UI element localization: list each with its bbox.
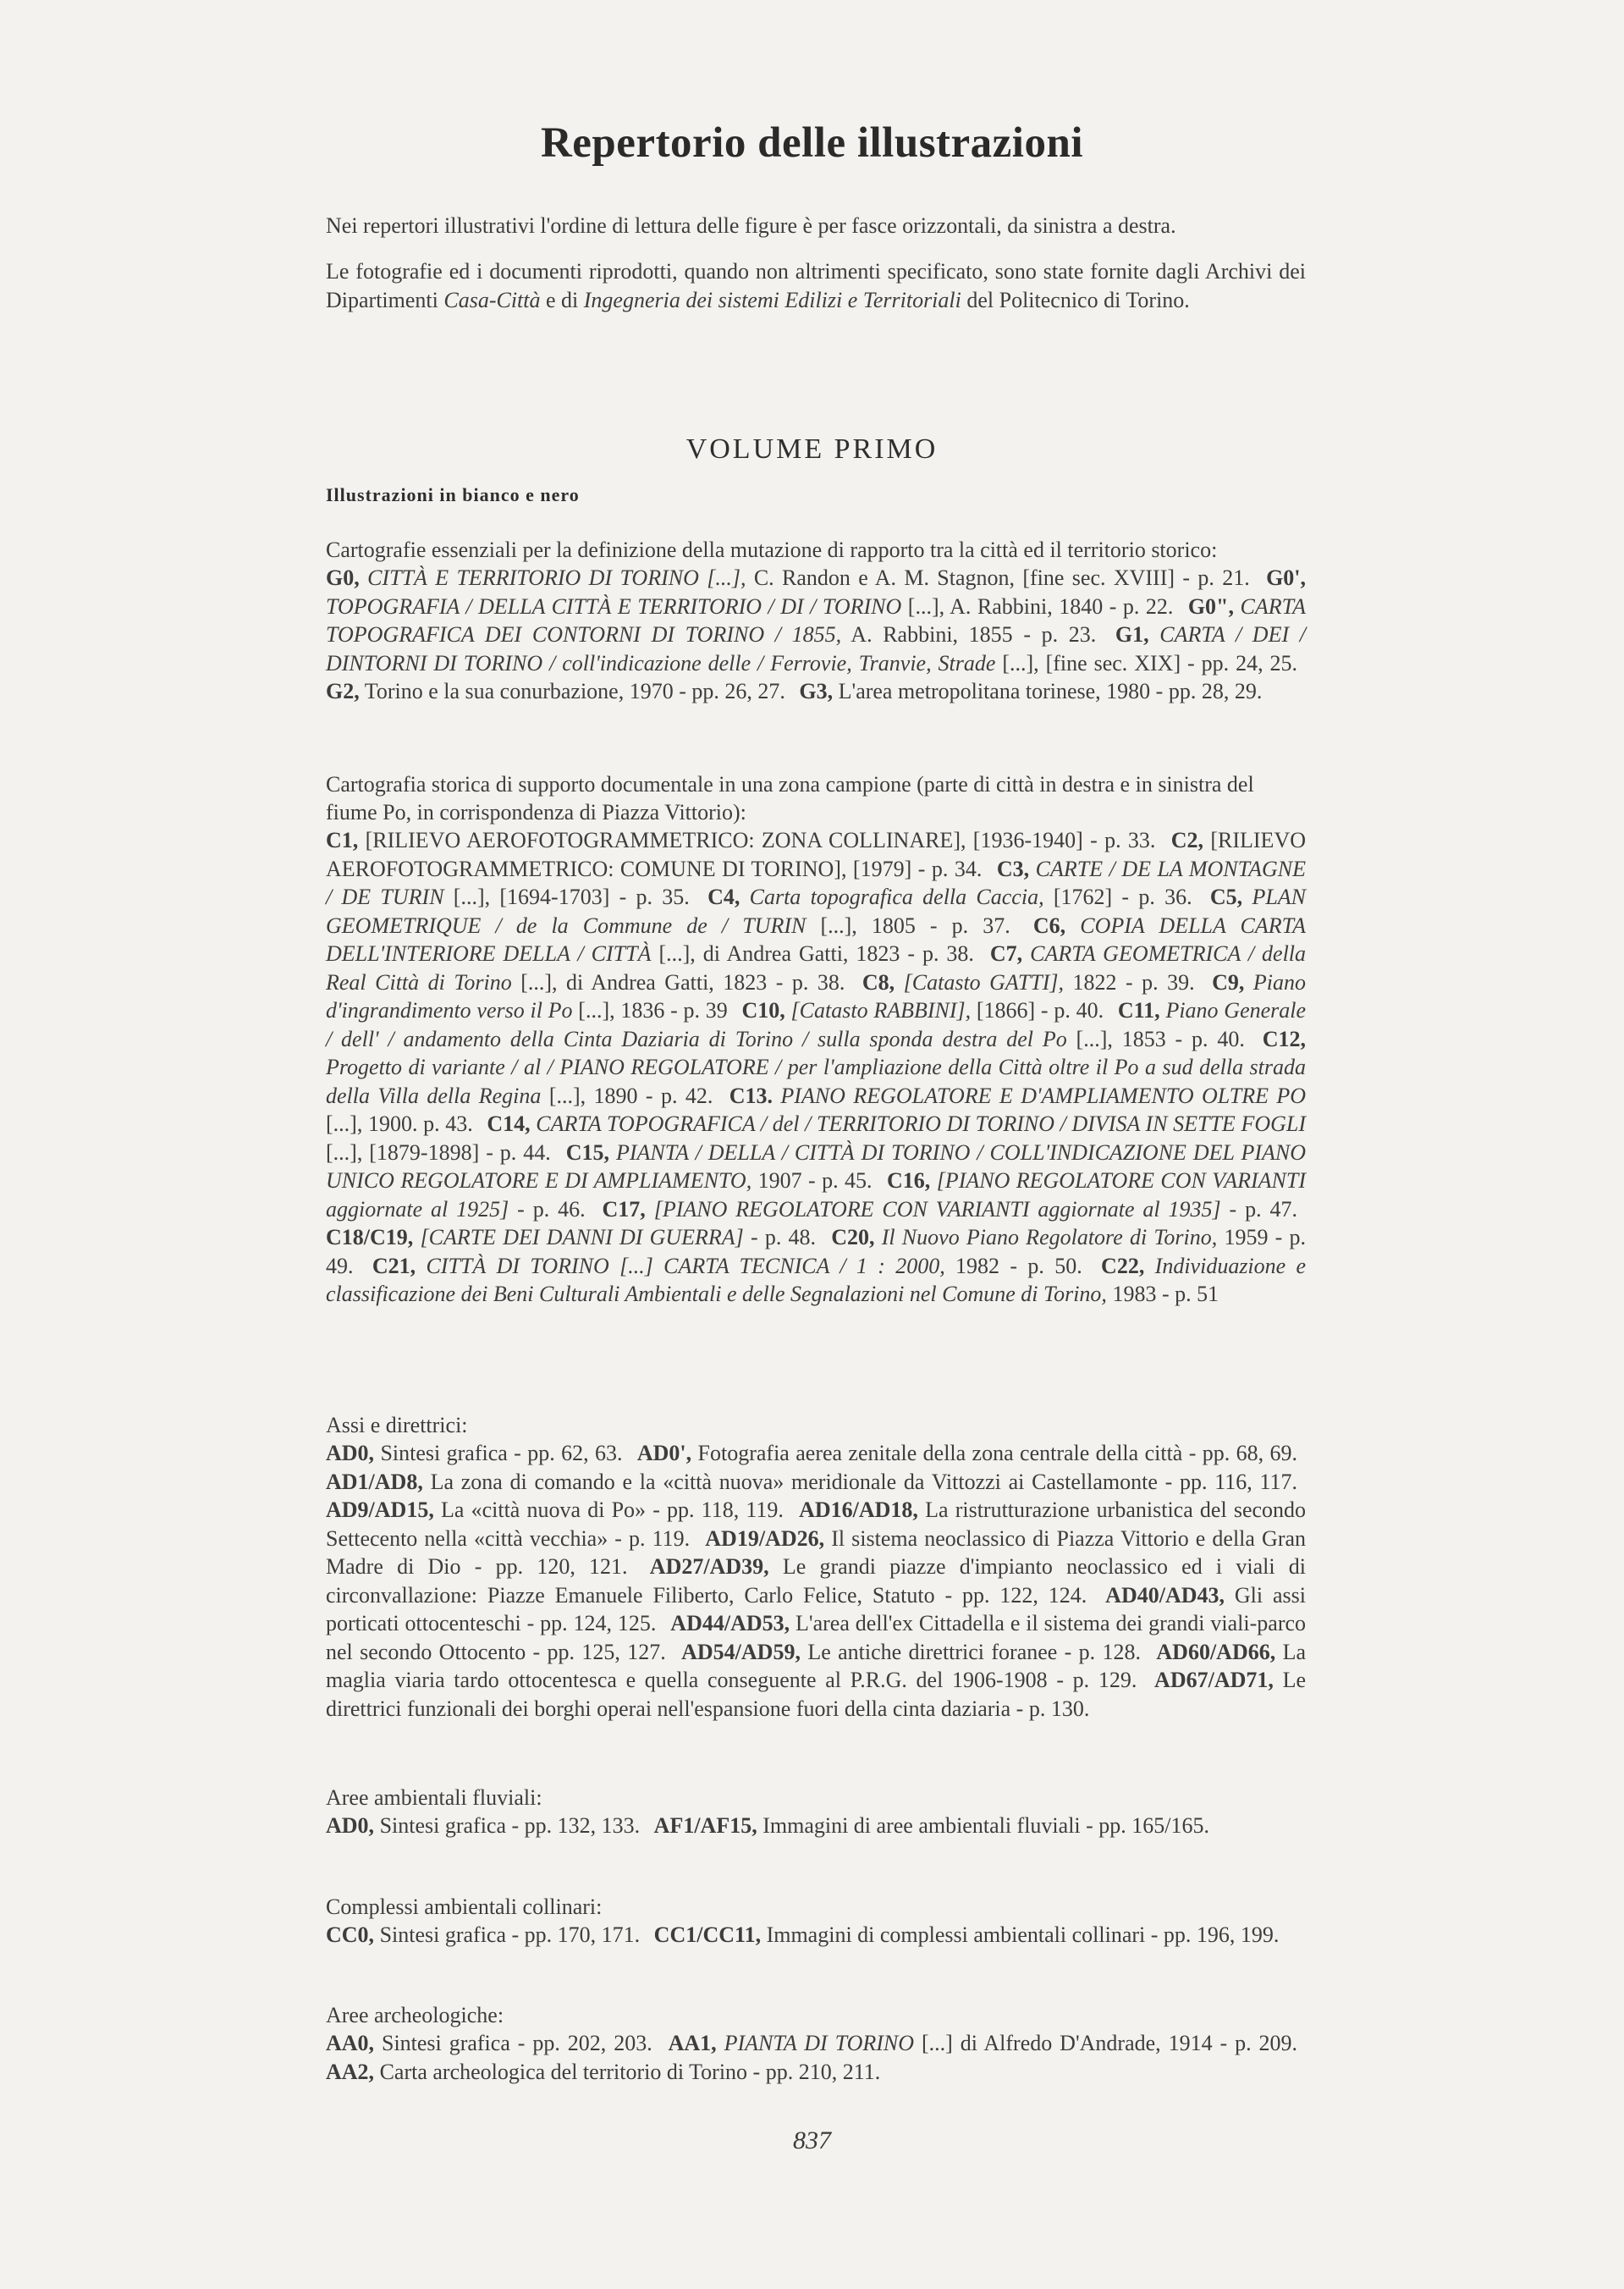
entry-details: Sintesi grafica - pp. 62, 63. [380, 1441, 623, 1465]
entry-code: C6, [1032, 913, 1066, 938]
entry-details: [...], 1890 - p. 42. [548, 1083, 713, 1108]
intro-2-text: Le fotografie ed i documenti riprodotti, quando non altrimenti specificato, sono state fornite dagli Archivi dei Dipartimenti Casa-Città e di Ingegneria dei sistemi Edilizi e Territoriali del Politecnico di Torino. [326, 259, 1306, 312]
entry-code: AD16/AD18, [799, 1498, 918, 1522]
entry-code: AD9/AD15, [326, 1498, 434, 1522]
entry-title: Individuazione e classificazione dei Beni Culturali Ambientali e delle Segnalazioni nel Comune di Torino, [326, 1253, 1307, 1306]
entry-title: Carta topografica della Caccia, [749, 885, 1044, 909]
illustration-entry [372, 1254, 1082, 1278]
entry-code: C11, [1117, 998, 1160, 1023]
illustration-entry [326, 1225, 816, 1249]
entry-details: Immagini di complessi ambientali collinari - pp. 196, 199. [766, 1922, 1280, 1947]
entry-code: AD0, [326, 1813, 375, 1838]
entry-details: 1907 - p. 45. [757, 1168, 873, 1193]
entry-details: Le direttrici funzionali dei borghi operai nell'espansione fuori della cinta daziaria - p. 130. [326, 1668, 1306, 1721]
entry-code: AA0, [326, 2031, 375, 2055]
entry-details: [...], [fine sec. XIX] - pp. 24, 25. [1002, 650, 1297, 676]
entry-code: AD19/AD26, [705, 1525, 825, 1551]
entry-title: [Catasto RABBINI], [790, 998, 972, 1023]
entry-code: C14, [487, 1111, 531, 1136]
entry-details: [...], di Andrea Gatti, 1823 - p. 38. [658, 941, 974, 966]
entry-details: [RILIEVO AEROFOTOGRAMMETRICO: ZONA COLLINARE], [1936-1940] - p. 33. [365, 828, 1156, 852]
entry-title: [CARTE DEI DANNI DI GUERRA] [420, 1225, 744, 1249]
entry-code: C9, [1212, 969, 1245, 995]
entry-code: C10, [741, 998, 785, 1023]
entry-title: CARTA TOPOGRAFICA DEI CONTORNI DI TORINO / 1855, [326, 593, 1307, 647]
entry-code: C7, [989, 941, 1023, 966]
entry-details: [RILIEVO AEROFOTOGRAMMETRICO: COMUNE DI TORINO], [1979] - p. 34. [326, 828, 1306, 881]
entry-code: AD1/AD8, [326, 1469, 423, 1494]
entry-details: Immagini di aree ambientali fluviali - pp. 165/165. [762, 1813, 1210, 1838]
intro-paragraph-2 [326, 257, 1306, 315]
entry-details: [...] di Alfredo D'Andrade, 1914 - p. 209. [921, 2031, 1297, 2055]
entry-details: Le antiche direttrici foranee - p. 128. [807, 1639, 1142, 1664]
entry-title: PLAN GEOMETRIQUE / de la Commune de / TURIN [326, 885, 1307, 938]
illustration-entry [707, 885, 1192, 909]
entry-details: - p. 48. [750, 1225, 817, 1249]
entry-details: 1983 - p. 51 [1112, 1282, 1219, 1306]
entry-title: [PIANO REGOLATORE CON VARIANTI aggiornate al 1935] [653, 1196, 1221, 1222]
illustration-entry [681, 1640, 1141, 1664]
section-heading: Cartografia storica di supporto documentale in una zona campione (parte di città in destra e in sinistra del fiume Po, in corrispondenza di Piazza Vittorio): [326, 772, 1254, 825]
entry-code: C8, [862, 969, 895, 995]
entry-details: Fotografia aerea zenitale della zona centrale della città - pp. 68, 69. [697, 1441, 1298, 1465]
entry-code: C4, [707, 885, 740, 909]
entry-code: AA2, [326, 2059, 375, 2084]
illustration-entry [654, 1813, 1209, 1838]
entry-code: C17, [602, 1196, 646, 1222]
section-heading: Aree ambientali fluviali: [326, 1785, 542, 1810]
illustration-entry [799, 679, 1262, 703]
illustration-entry [326, 1922, 640, 1947]
entry-title: PIANO REGOLATORE E D'AMPLIAMENTO OLTRE PO [780, 1083, 1306, 1108]
section-aree-fluviali [326, 1784, 1306, 1840]
entry-details: [...], 1900. p. 43. [326, 1111, 473, 1136]
entry-code: G0", [1187, 593, 1234, 619]
entry-details: La «città nuova di Po» - pp. 118, 119. [441, 1498, 784, 1522]
volume-heading: VOLUME PRIMO [685, 433, 939, 465]
entry-details: La maglia viaria tardo ottocentesca e quella conseguente al P.R.G. del 1906-1908 - p. 129. [326, 1639, 1307, 1692]
entry-details: 1822 - p. 39. [1072, 969, 1195, 995]
entry-code: C22, [1101, 1253, 1145, 1278]
entry-code: AD40/AD43, [1105, 1582, 1225, 1608]
entry-details: [...], 1836 - p. 39 [578, 998, 728, 1023]
section-aree-archeologiche [326, 2001, 1306, 2086]
entry-code: AD67/AD71, [1154, 1668, 1274, 1692]
entry-details: Gli assi porticati ottocenteschi - pp. 124, 125. [326, 1582, 1307, 1635]
section-heading: Assi e direttrici: [326, 1413, 468, 1437]
entry-code: G0', [1266, 565, 1307, 590]
entry-details: Il sistema neoclassico di Piazza Vittorio e della Gran Madre di Dio - pp. 120, 121. [326, 1525, 1307, 1579]
section-entries [326, 1439, 1306, 1723]
entry-details: - p. 46. [517, 1196, 586, 1222]
section-heading: Complessi ambientali collinari: [326, 1895, 603, 1919]
entry-title: [Catasto GATTI], [903, 969, 1065, 995]
entry-details: - p. 47. [1229, 1196, 1298, 1222]
intro-paragraph-1: Nei repertori illustrativi l'ordine di lettura delle figure è per fasce orizzontali, da sinistra a destra. [326, 213, 1176, 238]
entry-title: TOPOGRAFIA / DELLA CITTÀ E TERRITORIO / DI / TORINO [326, 593, 902, 619]
illustration-entry [862, 970, 1195, 995]
entry-code: G3, [799, 679, 834, 703]
entry-code: AD0, [326, 1441, 375, 1465]
illustration-entry [326, 679, 785, 703]
entry-code: AA1, [668, 2031, 717, 2055]
entry-details: [...], [1694-1703] - p. 35. [453, 885, 690, 909]
entry-code: G1, [1115, 622, 1149, 647]
entry-title: Progetto di variante / al / PIANO REGOLATORE / per l'ampliazione della Città oltre il Po a sud della strada della Villa della Regina [326, 1055, 1306, 1108]
section-cartografia-storica [326, 770, 1306, 1309]
entry-details: Sintesi grafica - pp. 132, 133. [379, 1813, 641, 1838]
entry-code: CC1/CC11, [653, 1922, 762, 1947]
intro-block [326, 212, 1306, 315]
section-entries [326, 2029, 1306, 2086]
department-name: Ingegneria dei sistemi Edilizi e Territoriali [583, 288, 961, 312]
illustration-entry [637, 1441, 1297, 1465]
entry-details: [...], 1853 - p. 40. [1076, 1026, 1245, 1051]
section-entries [326, 564, 1306, 706]
illustration-entry [326, 565, 1250, 590]
entry-code: C12, [1262, 1026, 1306, 1051]
section-heading: Cartografie essenziali per la definizione della mutazione di rapporto tra la città ed il territorio storico: [326, 538, 1218, 562]
entry-title: CARTA / DEI / DINTORNI DI TORINO / coll'indicazione delle / Ferrovie, Tranvie, Strade [326, 622, 1306, 676]
entry-title: [PIANO REGOLATORE CON VARIANTI aggiornate al 1925] [326, 1168, 1307, 1222]
entry-title: CITTÀ E TERRITORIO DI TORINO [...], [367, 565, 746, 590]
entry-details: 1982 - p. 50. [955, 1253, 1082, 1278]
entry-code: AD44/AD53, [670, 1611, 790, 1635]
entry-code: C15, [565, 1139, 609, 1165]
page-title: Repertorio delle illustrazioni [540, 119, 1084, 167]
section-entries [326, 826, 1306, 1309]
illustration-entry [326, 1498, 784, 1522]
entry-details: Sintesi grafica - pp. 202, 203. [381, 2031, 652, 2055]
entry-details: Sintesi grafica - pp. 170, 171. [379, 1922, 641, 1947]
entry-details: [...], 1805 - p. 37. [820, 913, 1010, 938]
entry-details: [...], di Andrea Gatti, 1823 - p. 38. [520, 969, 845, 995]
entry-code: C20, [831, 1225, 875, 1249]
entry-details: Carta archeologica del territorio di Torino - pp. 210, 211. [379, 2059, 881, 2084]
entry-code: C2, [1170, 828, 1204, 852]
illustration-entry [603, 1197, 1297, 1222]
illustration-entry [326, 828, 1155, 852]
entry-details: L'area dell'ex Cittadella e il sistema dei grandi viali-parco nel secondo Ottocento - pp. 125, 127. [326, 1611, 1307, 1664]
section-assi-direttrici [326, 1411, 1306, 1723]
entry-code: CC0, [326, 1922, 375, 1947]
entry-title: Piano Generale / dell' / andamento della Cinta Daziaria di Torino / sulla sponda destra del Po [326, 998, 1307, 1051]
entry-details: 1959 - p. 49. [326, 1225, 1307, 1278]
entry-title: PIANTA / DELLA / CITTÀ DI TORINO / COLL'INDICAZIONE DEL PIANO UNICO REGOLATORE E DI AMPLIAMENTO, [326, 1139, 1307, 1193]
entry-code: AD54/AD59, [681, 1639, 801, 1664]
entry-details: C. Randon e A. M. Stagnon, [fine sec. XVIII] - p. 21. [753, 565, 1250, 590]
section-subheading: Illustrazioni in bianco e nero [326, 484, 580, 505]
entry-details: [...], [1879-1898] - p. 44. [326, 1139, 551, 1165]
entry-code: AF1/AF15, [653, 1813, 757, 1838]
entry-code: G2, [326, 679, 360, 703]
entry-details: [...], A. Rabbini, 1840 - p. 22. [907, 593, 1174, 619]
entry-code: C13. [729, 1083, 773, 1108]
entry-details: [1866] - p. 40. [976, 998, 1104, 1023]
entry-code: C5, [1209, 885, 1243, 909]
entry-code: AD27/AD39, [649, 1554, 769, 1579]
illustration-entry [742, 998, 1104, 1023]
illustration-entry [326, 1813, 640, 1838]
entry-title: CARTA GEOMETRICA / della Real Città di Torino [326, 941, 1307, 995]
entry-details: A. Rabbini, 1855 - p. 23. [851, 622, 1097, 647]
entry-title: CARTE / DE LA MONTAGNE / DE TURIN [326, 856, 1307, 909]
entry-details: L'area metropolitana torinese, 1980 - pp. 28, 29. [838, 679, 1263, 703]
entry-code: G0, [326, 565, 360, 590]
entry-code: AD0', [636, 1441, 692, 1465]
entry-title: CARTA TOPOGRAFICA / del / TERRITORIO DI TORINO / DIVISA IN SETTE FOGLI [536, 1111, 1306, 1136]
illustration-entry [669, 2031, 1297, 2055]
entry-code: C3, [996, 856, 1030, 881]
entry-details: [1762] - p. 36. [1053, 885, 1192, 909]
entry-details: Le grandi piazze d'impianto neoclassico ed i viali di circonvallazione: Piazze Emanuele Filiberto, Carlo Felice, Statuto - pp. 122, 124. [326, 1554, 1307, 1608]
entry-code: AD60/AD66, [1156, 1639, 1276, 1664]
entry-title: CITTÀ DI TORINO [...] CARTA TECNICA / 1 : 2000, [426, 1253, 945, 1278]
entry-title: COPIA DELLA CARTA DELL'INTERIORE DELLA / CITTÀ [326, 913, 1307, 966]
entry-code: C21, [372, 1253, 416, 1278]
illustration-entry [326, 2031, 652, 2055]
illustration-entry [326, 1441, 622, 1465]
section-entries [326, 1812, 1306, 1840]
entry-title: Piano d'ingrandimento verso il Po [326, 969, 1306, 1023]
entry-title: Il Nuovo Piano Regolatore di Torino, [881, 1225, 1218, 1249]
illustration-entry [326, 2060, 880, 2084]
entry-details: Torino e la sua conurbazione, 1970 - pp. 26, 27. [364, 679, 785, 703]
page-number: 837 [793, 2126, 831, 2154]
entry-code: C18/C19, [326, 1225, 414, 1249]
section-heading: Aree archeologiche: [326, 2003, 504, 2027]
section-entries [326, 1921, 1306, 1950]
entry-details: La ristrutturazione urbanistica del secondo Settecento nella «città vecchia» - p. 119. [326, 1498, 1307, 1551]
department-name: Casa-Città [443, 288, 541, 312]
section-cartografie-essenziali [326, 536, 1306, 706]
entry-code: C1, [326, 828, 359, 852]
entry-details: La zona di comando e la «città nuova» meridionale da Vittozzi ai Castellamonte - pp. 116, 117. [430, 1469, 1297, 1494]
illustration-entry [654, 1922, 1280, 1947]
entry-title: PIANTA DI TORINO [724, 2031, 915, 2055]
illustration-entry [326, 1470, 1297, 1494]
section-complessi-collinari [326, 1893, 1306, 1950]
entry-code: C16, [886, 1168, 931, 1193]
